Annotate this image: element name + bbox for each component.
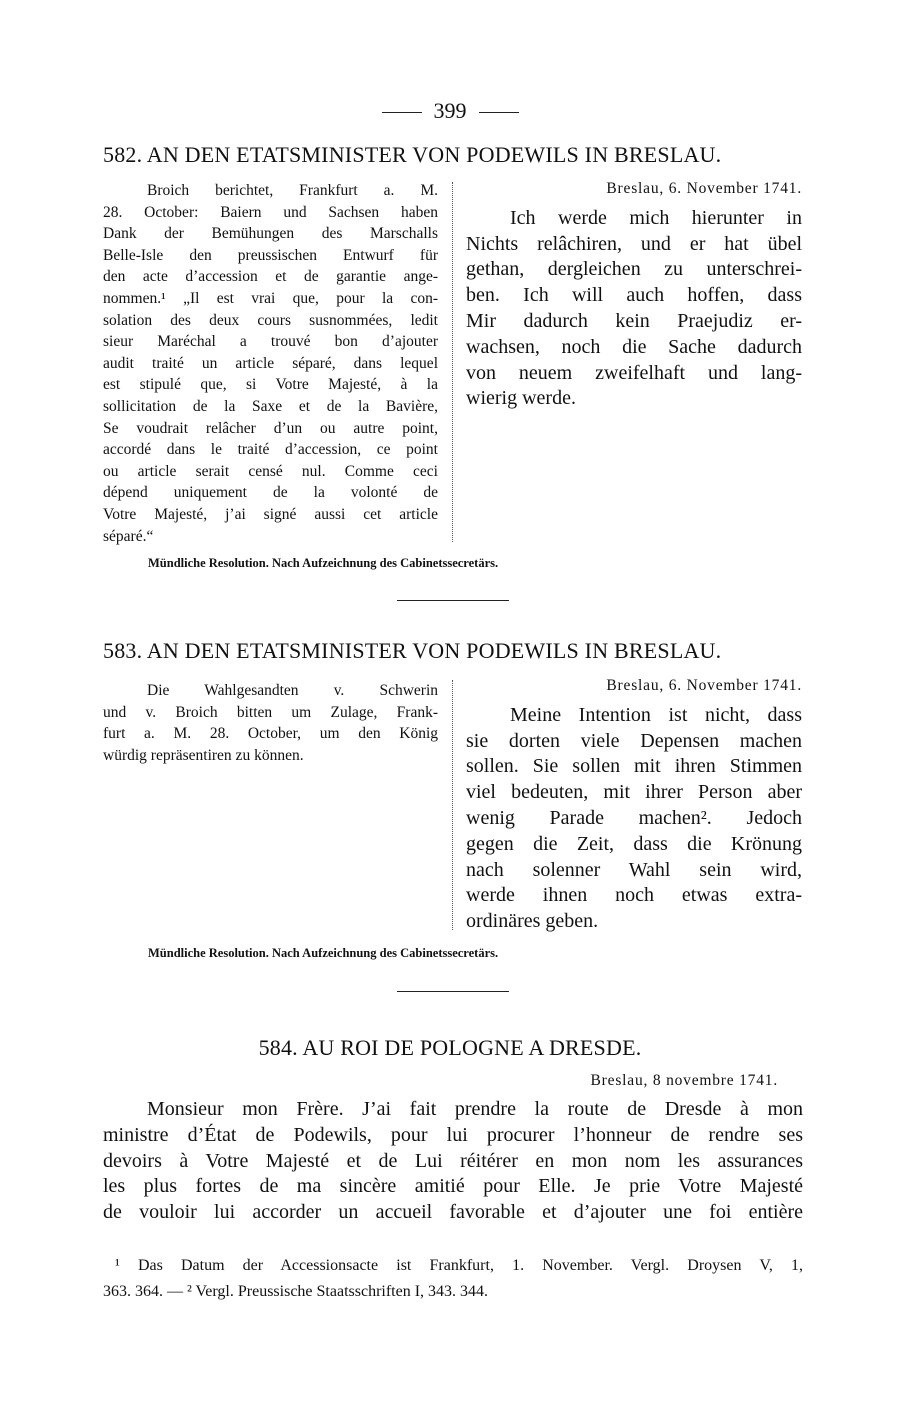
summary-line: Se voudrait relâcher d’un ou autre point, (103, 419, 438, 437)
summary-line: solation des deux cours susnommées, ledit (103, 311, 438, 329)
summary-line: sollicitation de la Saxe et de la Bavière, (103, 397, 438, 415)
dateline: Breslau, 6. November 1741. (606, 677, 802, 694)
letter-582-resolution: Mündliche Resolution. Nach Aufzeichnung des Cabinetssecretärs. (148, 556, 499, 570)
summary-line: den acte d’accession et de garantie ange- (103, 268, 438, 286)
letter-582-heading: 582. AN DEN ETATSMINISTER VON PODEWILS IN BRESLAU. (103, 142, 722, 167)
text-line: Meine Intention ist nicht, dass (510, 703, 802, 726)
summary-line: 28. October: Baiern und Sachsen haben (103, 203, 438, 221)
text-line: ordinäres geben. (466, 910, 599, 933)
dash-left (382, 112, 422, 113)
summary-line: Votre Majesté, j’ai signé aussi cet article (103, 505, 438, 523)
text-line: de vouloir lui accorder un accueil favorable et d’ajouter une foi entière (103, 1201, 803, 1224)
text-line: Monsieur mon Frère. J’ai fait prendre la route de Dresde à mon (147, 1098, 803, 1120)
footnotes (103, 1253, 803, 1305)
summary-line: séparé.“ (103, 527, 154, 545)
text-line: devoirs à Votre Majesté et de Lui réitérer en mon nom les assurances (103, 1149, 803, 1172)
summary-line: nommen.¹ „Il est vrai que, pour la con- (103, 289, 438, 307)
page-number: 399 (433, 98, 467, 123)
summary-line: Dank der Bemühungen des Marschalls (103, 225, 438, 243)
summary-line: Die Wahlgesandten v. Schwerin (147, 682, 438, 699)
column-divider (452, 680, 453, 930)
text-line: ministre d’État de Podewils, pour lui procurer l’honneur de rendre ses (103, 1123, 803, 1146)
text-line: Nichts relâchiren, und er hat übel (466, 232, 802, 255)
letter-584-heading: 584. AU ROI DE POLOGNE A DRESDE. (258, 1035, 642, 1060)
page-number-row (0, 98, 900, 124)
text-line: von neuem zweifelhaft und lang- (466, 361, 802, 384)
footnote-line: ¹ Das Datum der Accessionsacte ist Frankfurt, 1. November. Vergl. Droysen V, 1, (115, 1257, 803, 1274)
summary-line: ou article serait censé nul. Comme ceci (103, 462, 438, 480)
dash-right (479, 112, 519, 113)
text-line: wierig werde. (466, 387, 576, 410)
text-line: viel bedeuten, mit ihrer Person aber (466, 781, 802, 804)
summary-line: dépend uniquement de la volonté de (103, 484, 438, 502)
section-rule (397, 600, 509, 601)
summary-line: und v. Broich bitten um Zulage, Frank- (103, 703, 438, 721)
summary-line: est stipulé que, si Votre Majesté, à la (103, 376, 438, 394)
summary-line: Broich berichtet, Frankfurt a. M. (147, 182, 438, 199)
summary-line: furt a. M. 28. October, um den König (103, 725, 438, 743)
text-line: werde ihnen noch etwas extra- (466, 884, 802, 907)
text-line: les plus fortes de ma sincère amitié pour Elle. Je prie Votre Majesté (103, 1175, 803, 1198)
letter-582-text (466, 176, 802, 412)
column-divider (452, 182, 453, 542)
letter-584-text (103, 1097, 803, 1226)
summary-line: audit traité un article séparé, dans lequel (103, 354, 438, 372)
text-line: sollen. Sie sollen mit ihren Stimmen (466, 755, 802, 778)
footnote-line: 363. 364. — ² Vergl. Preussische Staatsschriften I, 343. 344. (103, 1283, 489, 1300)
text-line: ben. Ich will auch hoffen, dass (466, 284, 802, 307)
letter-583-summary (103, 680, 438, 766)
text-line: gegen die Zeit, dass die Krönung (466, 832, 802, 855)
text-line: gethan, dergleichen zu unterschrei- (466, 258, 802, 281)
summary-line: accordé dans le traité d’accession, ce point (103, 441, 438, 459)
summary-line: sieur Maréchal a trouvé bon d’ajouter (103, 333, 438, 351)
summary-line: Belle-Isle den preussischen Entwurf für (103, 246, 438, 264)
dateline: Breslau, 6. November 1741. (606, 180, 802, 197)
letter-583-resolution: Mündliche Resolution. Nach Aufzeichnung des Cabinetssecretärs. (148, 946, 499, 960)
letter-583-heading: 583. AN DEN ETATSMINISTER VON PODEWILS IN BRESLAU. (103, 638, 722, 663)
letter-584-dateline: Breslau, 8 novembre 1741. (590, 1072, 778, 1089)
text-line: nach solenner Wahl sein wird, (466, 858, 802, 881)
letter-583-text (466, 673, 802, 935)
summary-line: würdig repräsentiren zu können. (103, 746, 304, 764)
text-line: wachsen, noch die Sache dadurch (466, 335, 802, 358)
letter-582-summary (103, 180, 438, 547)
text-line: Mir dadurch kein Praejudiz er- (466, 309, 802, 332)
text-line: sie dorten viele Depensen machen (466, 729, 802, 752)
text-line: Ich werde mich hierunter in (510, 206, 802, 229)
text-line: wenig Parade machen². Jedoch (466, 806, 802, 829)
section-rule (397, 991, 509, 992)
